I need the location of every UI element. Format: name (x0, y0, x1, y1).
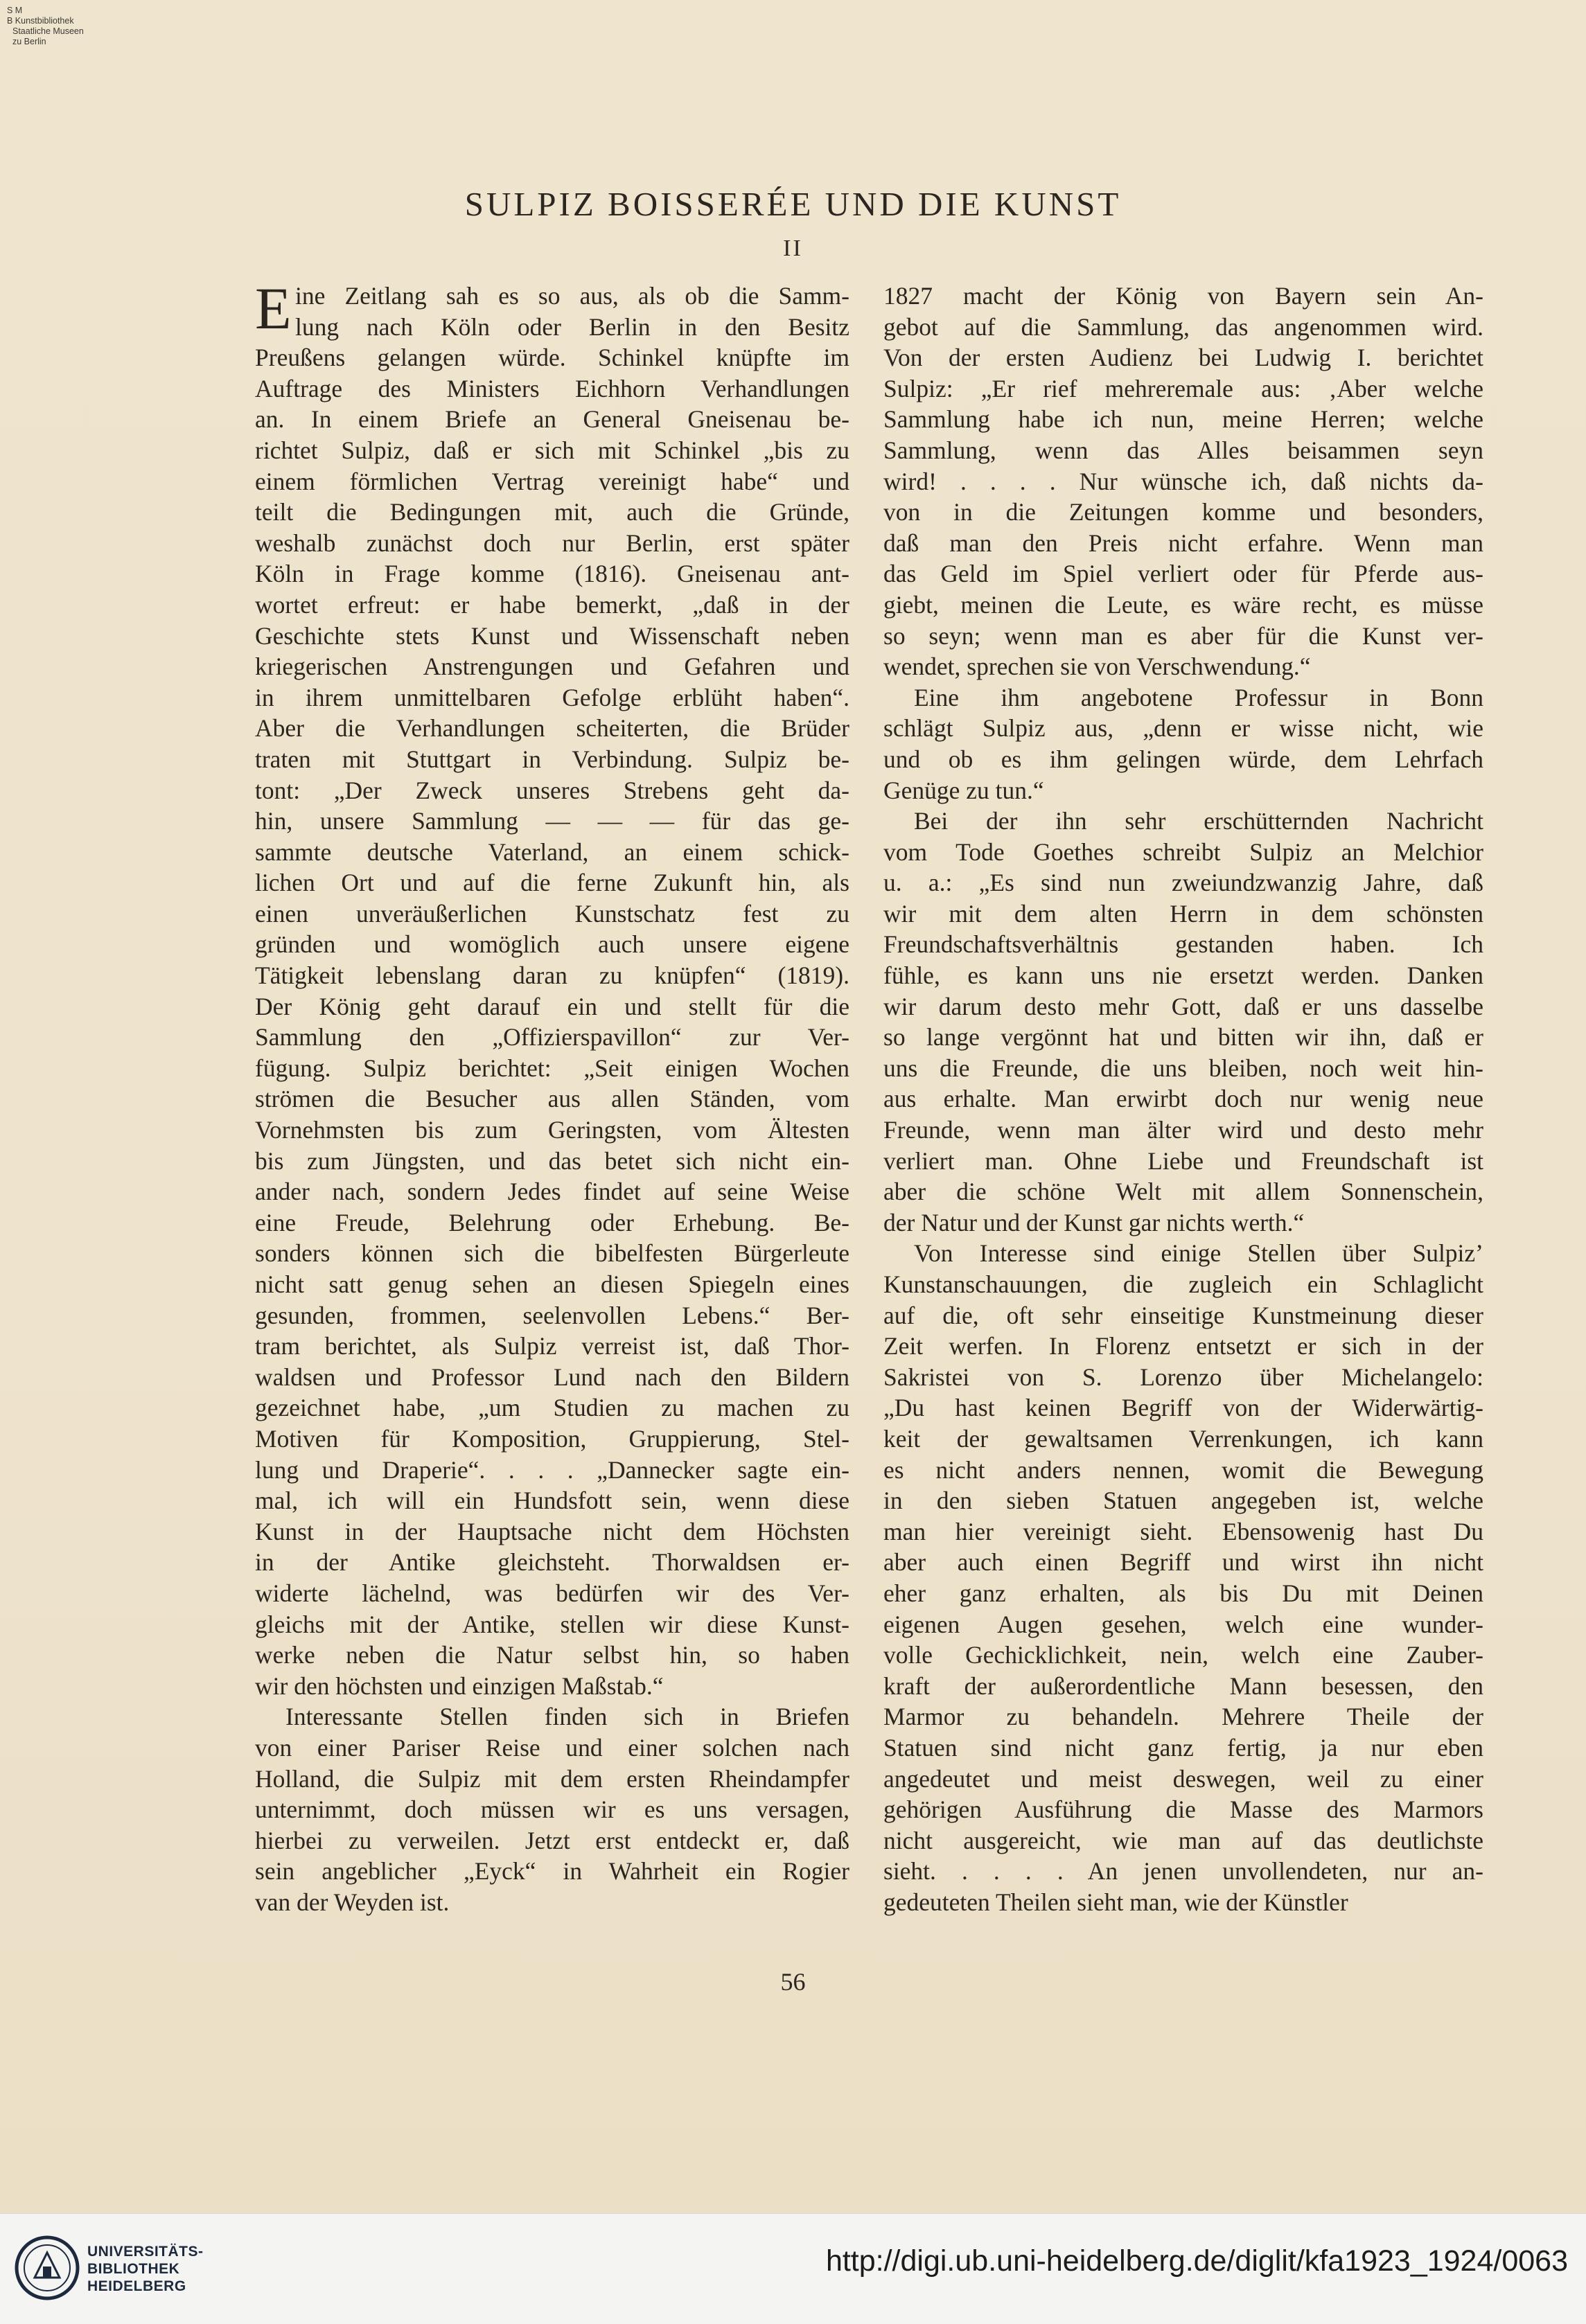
text-line: gebot auf die Sammlung, das angenommen wird. (883, 312, 1483, 341)
text-line: Interessante Stellen finden sich in Briefen (285, 1703, 849, 1731)
stamp-line: B Kunstbibliothek (7, 16, 74, 26)
text-line: aus erhalte. Man erwirbt doch nur wenig neue (883, 1085, 1483, 1113)
library-name-line: HEIDELBERG (87, 2278, 186, 2294)
text-line: einen unveräußerlichen Kunstschatz fest zu (255, 899, 849, 928)
text-line: aber die schöne Welt mit allem Sonnenschein, (883, 1178, 1483, 1206)
text-line: fühle, es kann uns nie ersetzt werden. Danken (883, 961, 1483, 990)
page-number: 56 (780, 1968, 806, 1996)
text-line: wir den höchsten und einzigen Maßstab.“ (255, 1671, 664, 1700)
text-line: kriegerischen Anstrengungen und Gefahren und (255, 653, 849, 681)
text-line: strömen die Besucher aus allen Ständen, vom (255, 1085, 849, 1113)
text-line: Motiven für Komposition, Gruppierung, Stel- (255, 1424, 849, 1453)
text-line: gedeuteten Theilen sieht man, wie der Künstler (883, 1888, 1348, 1916)
text-line: angedeutet und meist deswegen, weil zu einer (883, 1764, 1483, 1793)
text-line: teilt die Bedingungen mit, auch die Gründe, (255, 498, 849, 526)
text-line: Sammlung habe ich nun, meine Herren; welche (883, 405, 1483, 434)
text-line: tram berichtet, als Sulpiz verreist ist, daß Thor- (255, 1332, 849, 1360)
text-line: und ob es ihm gelingen würde, dem Lehrfach (883, 745, 1483, 773)
text-line: Kunstanschauungen, die zugleich ein Schlaglicht (883, 1270, 1483, 1298)
library-name-line: BIBLIOTHEK (87, 2261, 180, 2277)
text-line: wird! . . . . Nur wünsche ich, daß nichts da- (883, 467, 1483, 495)
text-line: nicht satt genug sehen an diesen Spiegeln eines (255, 1270, 849, 1298)
text-line: unternimmt, doch müssen wir es uns versagen, (255, 1795, 849, 1824)
text-line: 1827 macht der König von Bayern sein An- (883, 282, 1483, 310)
text-line: Freundschaftsverhältnis gestanden haben. Ich (883, 930, 1483, 959)
text-line: so lange vergönnt hat und bitten wir ihn, daß er (883, 1023, 1483, 1052)
text-line: sieht. . . . . An jenen unvollendeten, nur an- (883, 1857, 1483, 1886)
text-line: Sammlung, wenn das Alles beisammen seyn (883, 436, 1483, 464)
text-line: lung und Draperie“. . . . „Dannecker sagte ein- (255, 1455, 849, 1484)
text-line: Kunst in der Hauptsache nicht dem Höchsten (255, 1517, 849, 1545)
text-line: der Natur und der Kunst gar nichts werth.“ (883, 1208, 1305, 1236)
text-line: eigenen Augen gesehen, welch eine wunder- (883, 1610, 1483, 1638)
text-line: von in die Zeitungen komme und besonders, (883, 498, 1483, 526)
text-line: keit der gewaltsamen Verrenkungen, ich kann (883, 1424, 1483, 1453)
text-line: weshalb zunächst doch nur Berlin, erst später (255, 529, 849, 557)
text-line: gesunden, frommen, seelenvollen Lebens.“ Ber- (255, 1301, 849, 1329)
text-line: eher ganz erhalten, als bis Du mit Deinen (883, 1579, 1483, 1607)
permalink-url[interactable]: http://digi.ub.uni-heidelberg.de/diglit/kfa1923_1924/0063 (825, 2244, 1568, 2278)
text-line: Sakristei von S. Lorenzo über Michelangelo: (883, 1363, 1483, 1391)
text-line: eine Freude, Belehrung oder Erhebung. Be- (255, 1208, 849, 1236)
stamp-line: Staatliche Museen (12, 26, 84, 36)
text-line: widerte lächelnd, was bedürfen wir des Ver- (255, 1579, 849, 1607)
drop-cap: E (255, 275, 292, 341)
text-line: sonders können sich die bibelfesten Bürgerleute (255, 1239, 849, 1268)
text-line: daß man den Preis nicht erfahre. Wenn man (883, 529, 1483, 557)
text-line: nicht ausgereicht, wie man auf das deutlichste (883, 1826, 1483, 1854)
text-line: werke neben die Natur selbst hin, so haben (255, 1641, 849, 1669)
text-line: Sammlung den „Offizierspavillon“ zur Ver- (255, 1023, 849, 1052)
text-line: giebt, meinen die Leute, es wäre recht, es müsse (883, 590, 1483, 619)
text-line: auf die, oft sehr einseitige Kunstmeinung dieser (883, 1301, 1483, 1329)
text-line: Holland, die Sulpiz mit dem ersten Rheindampfer (255, 1764, 849, 1793)
text-line: bis zum Jüngsten, und das betet sich nicht ein- (255, 1146, 849, 1175)
text-line: einem förmlichen Vertrag vereinigt habe“ und (255, 467, 849, 495)
text-line: Köln in Frage komme (1816). Gneisenau ant- (255, 560, 849, 588)
text-line: von einer Pariser Reise und einer solchen nach (255, 1733, 849, 1762)
text-line: wir mit dem alten Herrn in dem schönsten (883, 899, 1483, 928)
text-line: uns die Freunde, die uns bleiben, noch weit hin- (883, 1054, 1483, 1082)
right-column (883, 281, 1483, 1917)
text-line: hin, unsere Sammlung — — — für das ge- (255, 807, 849, 835)
text-line: fügung. Sulpiz berichtet: „Seit einigen Wochen (255, 1054, 849, 1082)
text-line: waldsen und Professor Lund nach den Bildern (255, 1363, 849, 1391)
text-line: u. a.: „Es sind nun zweiundzwanzig Jahre, daß (883, 869, 1483, 897)
text-line: vom Tode Goethes schreibt Sulpiz an Melchior (883, 837, 1483, 866)
text-line: so seyn; wenn man es aber für die Kunst ver- (883, 621, 1483, 650)
text-line: Genüge zu tun.“ (883, 776, 1044, 804)
text-line: volle Gechicklichkeit, nein, welch eine Zauber- (883, 1641, 1483, 1669)
text-line: ine Zeitlang sah es so aus, als ob die Samm- (295, 282, 849, 310)
text-line: gezeichnet habe, „um Studien zu machen zu (255, 1394, 849, 1422)
text-line: Der König geht darauf ein und stellt für die (255, 992, 849, 1020)
stamp-line: zu Berlin (12, 37, 46, 46)
library-name-line: UNIVERSITÄTS- (87, 2244, 204, 2260)
text-line: in den sieben Statuen angegeben ist, welche (883, 1487, 1483, 1515)
left-column (255, 275, 849, 1917)
text-line: Von Interesse sind einige Stellen über Sulpiz’ (914, 1239, 1483, 1268)
text-line: mal, ich will ein Hundsfott sein, wenn diese (255, 1487, 849, 1515)
text-line: lung nach Köln oder Berlin in den Besitz (295, 312, 849, 341)
text-line: Tätigkeit lebenslang daran zu knüpfen“ (1819). (255, 961, 849, 990)
text-line: tont: „Der Zweck unseres Strebens geht da- (255, 776, 849, 804)
text-line: van der Weyden ist. (255, 1888, 450, 1916)
text-line: schlägt Sulpiz aus, „denn er wisse nicht, wie (883, 714, 1483, 743)
library-stamp (7, 6, 118, 47)
text-line: richtet Sulpiz, daß er sich mit Schinkel „bis zu (255, 436, 849, 464)
text-line: gehörigen Ausführung die Masse des Marmors (883, 1795, 1483, 1824)
text-line: Sulpiz: „Er rief mehreremale aus: ‚Aber welche (883, 374, 1483, 402)
text-line: hierbei zu verweilen. Jetzt erst entdeckt er, daß (255, 1826, 849, 1854)
text-line: Auftrage des Ministers Eichhorn Verhandlungen (255, 374, 849, 402)
text-line: Zeit werfen. In Florenz entsetzt er sich in der (883, 1332, 1483, 1360)
text-line: Vornehmsten bis zum Geringsten, vom Ältesten (255, 1116, 849, 1144)
text-line: verliert man. Ohne Liebe und Freundschaft ist (883, 1146, 1483, 1175)
article-part: II (783, 236, 803, 261)
text-line: Statuen sind nicht ganz fertig, ja nur eben (883, 1733, 1483, 1762)
text-line: wortet erfreut: er habe bemerkt, „daß in der (255, 590, 849, 619)
viewer-footer (0, 2213, 1586, 2324)
text-line: lichen Ort und auf die ferne Zukunft hin, als (255, 869, 849, 897)
text-line: kraft der außerordentliche Mann besessen, den (883, 1671, 1483, 1700)
text-line: traten mit Stuttgart in Verbindung. Sulpiz be- (255, 745, 849, 773)
text-line: Marmor zu behandeln. Mehrere Theile der (883, 1703, 1483, 1731)
text-line: Freunde, wenn man älter wird und desto mehr (883, 1116, 1483, 1144)
text-line: gleichs mit der Antike, stellen wir diese Kunst- (255, 1610, 849, 1638)
text-line: sein angeblicher „Eyck“ in Wahrheit ein Rogier (255, 1857, 849, 1886)
text-line: Preußens gelangen würde. Schinkel knüpfte im (255, 344, 849, 372)
text-line: Von der ersten Audienz bei Ludwig I. berichtet (883, 344, 1483, 372)
text-line: sammte deutsche Vaterland, an einem schick- (255, 837, 849, 866)
text-line: Bei der ihn sehr erschütternden Nachricht (914, 807, 1483, 835)
text-line: wendet, sprechen sie von Verschwendung.“ (883, 653, 1311, 681)
text-line: das Geld im Spiel verliert oder für Pferde aus- (883, 560, 1483, 588)
text-line: man hier vereinigt sieht. Ebensowenig hast Du (883, 1517, 1483, 1545)
text-line: wir darum desto mehr Gott, daß er uns dasselbe (883, 992, 1483, 1020)
text-line: in der Antike gleichsteht. Thorwaldsen er- (255, 1548, 849, 1577)
text-line: Eine ihm angebotene Professur in Bonn (914, 683, 1483, 711)
text-line: ander nach, sondern Jedes findet auf seine Weise (255, 1178, 849, 1206)
text-line: an. In einem Briefe an General Gneisenau be- (255, 405, 849, 434)
library-name (87, 2243, 204, 2295)
university-seal-icon (14, 2235, 80, 2301)
text-line: in ihrem unmittelbaren Gefolge erblüht haben“. (255, 683, 849, 711)
stamp-line: S M (7, 6, 23, 15)
text-line: gründen und womöglich auch unsere eigene (255, 930, 849, 959)
text-line: „Du hast keinen Begriff von der Widerwärtig- (883, 1394, 1483, 1422)
text-line: Geschichte stets Kunst und Wissenschaft neben (255, 621, 849, 650)
text-line: es nicht anders nennen, womit die Bewegung (883, 1455, 1483, 1484)
article-title: SULPIZ BOISSERÉE UND DIE KUNST (464, 185, 1122, 223)
text-line: Aber die Verhandlungen scheiterten, die Brüder (255, 714, 849, 743)
text-line: aber auch einen Begriff und wirst ihn nicht (883, 1548, 1483, 1577)
